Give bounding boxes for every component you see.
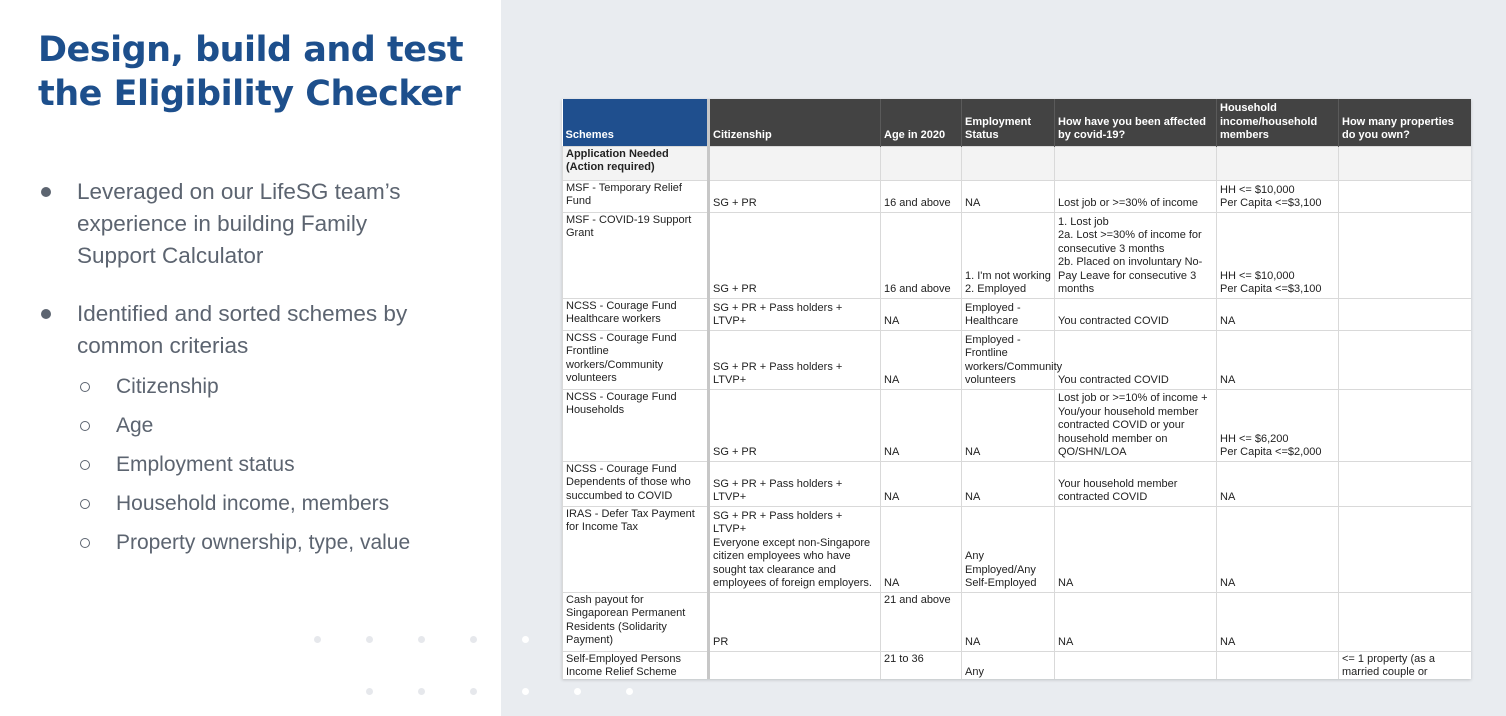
cell-age: NA (881, 506, 962, 592)
table-header-row (563, 99, 1472, 146)
sub-bullet-item (78, 528, 410, 567)
cell-age: NA (881, 330, 962, 389)
cell-properties (1339, 389, 1472, 461)
table-cell (962, 146, 1055, 180)
sub-bullet-item (78, 489, 410, 528)
cell-scheme: MSF - COVID-19 Support Grant (563, 212, 709, 298)
circle-bullet-icon (80, 421, 90, 431)
table-cell (881, 146, 962, 180)
table-row (563, 330, 1472, 389)
cell-employment: NA (962, 389, 1055, 461)
cell-employment: Employed - Healthcare (962, 298, 1055, 330)
cell-scheme: NCSS - Courage Fund Frontline workers/Community volunteers (563, 330, 709, 389)
cell-covid-impact: 1. Lost job 2a. Lost >=30% of income for consecutive 3 months 2b. Placed on involuntary No-Pay Leave for consecutive 3 months (1055, 212, 1217, 298)
header-age: Age in 2020 (881, 99, 962, 146)
cell-employment: NA (962, 461, 1055, 506)
table-cell (1339, 146, 1472, 180)
cell-scheme: NCSS - Courage Fund Households (563, 389, 709, 461)
table-row (563, 461, 1472, 506)
bullet-item (38, 176, 438, 272)
sub-bullet-item (78, 372, 410, 411)
cell-scheme: NCSS - Courage Fund Dependents of those who succumbed to COVID (563, 461, 709, 506)
cell-citizenship: SG + PR + Pass holders + LTVP+ (709, 330, 881, 389)
table-row (563, 592, 1472, 651)
cell-citizenship: SG + PR + Pass holders + LTVP+ (709, 298, 881, 330)
bullet-dot-icon (41, 187, 51, 197)
sub-bullet-text: Household income, members (116, 492, 390, 515)
cell-scheme: Self-Employed Persons Income Relief Scheme (563, 651, 709, 679)
bullet-text: Leveraged on our LifeSG team’s experience in building Family Support Calculator (77, 179, 401, 268)
cell-citizenship: PR (709, 592, 881, 651)
cell-scheme: Cash payout for Singaporean Permanent Residents (Solidarity Payment) (563, 592, 709, 651)
cell-employment: Any Employed/Any Self-Employed (962, 506, 1055, 592)
title-line-2: the Eligibility Checker (38, 74, 461, 114)
cell-covid-impact: Your household member contracted COVID (1055, 461, 1217, 506)
cell-citizenship: SG + PR + Pass holders + LTVP+ (709, 461, 881, 506)
cell-employment: NA (962, 180, 1055, 212)
circle-bullet-icon (80, 499, 90, 509)
sub-bullet-text: Property ownership, type, value (116, 531, 411, 554)
cell-covid-impact: NA (1055, 592, 1217, 651)
bullet-dot-icon (41, 309, 51, 319)
table-cell (1217, 146, 1339, 180)
cell-covid-impact: Lost job or >=30% of income (1055, 180, 1217, 212)
header-employment-status: Employment Status (962, 99, 1055, 146)
cell-household-income: NA (1217, 461, 1339, 506)
cell-covid-impact: NA (1055, 506, 1217, 592)
header-covid-impact: How have you been affected by covid-19? (1055, 99, 1217, 146)
cell-properties (1339, 506, 1472, 592)
cell-household-income: NA (1217, 330, 1339, 389)
cell-citizenship: SG + PR (709, 212, 881, 298)
cell-employment: Employed - Frontline workers/Community volunteers (962, 330, 1055, 389)
eligibility-spreadsheet (562, 99, 1471, 679)
cell-properties (1339, 298, 1472, 330)
cell-household-income: NA (1217, 592, 1339, 651)
cell-household-income: NA (1217, 506, 1339, 592)
section-row (563, 146, 1472, 180)
table-cell (709, 146, 881, 180)
cell-citizenship: SG + PR (709, 389, 881, 461)
sub-bullet-item (78, 411, 410, 450)
cell-age: 16 and above (881, 212, 962, 298)
header-household-income: Household income/household members (1217, 99, 1339, 146)
cell-household-income: NA (1217, 298, 1339, 330)
cell-properties: <= 1 property (as a married couple or (1339, 651, 1472, 679)
sub-bullet-text: Citizenship (116, 375, 219, 398)
slide-title (38, 28, 478, 116)
circle-bullet-icon (80, 538, 90, 548)
title-line-1: Design, build and test (38, 30, 464, 70)
sub-bullet-list (78, 372, 410, 567)
bullet-item (38, 298, 428, 362)
cell-covid-impact: You contracted COVID (1055, 330, 1217, 389)
eligibility-table (562, 99, 1471, 679)
cell-covid-impact: Lost job or >=10% of income + You/your household member contracted COVID or your household member on QO/SHN/LOA (1055, 389, 1217, 461)
bullet-list (38, 176, 488, 388)
cell-properties (1339, 212, 1472, 298)
table-row (563, 180, 1472, 212)
cell-household-income: HH <= $10,000 Per Capita <=$3,100 (1217, 212, 1339, 298)
header-properties: How many properties do you own? (1339, 99, 1472, 146)
cell-covid-impact: You contracted COVID (1055, 298, 1217, 330)
cell-scheme: IRAS - Defer Tax Payment for Income Tax (563, 506, 709, 592)
cell-age: 21 and above (881, 592, 962, 651)
cell-scheme: MSF - Temporary Relief Fund (563, 180, 709, 212)
cell-employment: 1. I'm not working 2. Employed (962, 212, 1055, 298)
cell-household-income: HH <= $10,000 Per Capita <=$3,100 (1217, 180, 1339, 212)
header-citizenship: Citizenship (709, 99, 881, 146)
cell-properties (1339, 330, 1472, 389)
cell-employment: NA (962, 592, 1055, 651)
bullet-text: Identified and sorted schemes by common criterias (77, 301, 408, 358)
table-cell (1055, 146, 1217, 180)
section-label: Application Needed (Action required) (563, 146, 709, 180)
header-schemes: Schemes (563, 99, 709, 146)
cell-citizenship (709, 651, 881, 679)
table-row (563, 298, 1472, 330)
table-row (563, 212, 1472, 298)
cell-age: NA (881, 298, 962, 330)
cell-household-income: HH <= $6,200 Per Capita <=$2,000 (1217, 389, 1339, 461)
cell-properties (1339, 592, 1472, 651)
circle-bullet-icon (80, 460, 90, 470)
cell-age: 21 to 36 (881, 651, 962, 679)
circle-bullet-icon (80, 382, 90, 392)
cell-citizenship: SG + PR (709, 180, 881, 212)
table-row (563, 506, 1472, 592)
cell-citizenship: SG + PR + Pass holders + LTVP+ Everyone except non-Singapore citizen employees who have sought tax clearance and employees of foreign employers. (709, 506, 881, 592)
cell-covid-impact (1055, 651, 1217, 679)
cell-age: NA (881, 389, 962, 461)
cell-age: NA (881, 461, 962, 506)
cell-employment: Any (962, 651, 1055, 679)
cell-properties (1339, 461, 1472, 506)
cell-age: 16 and above (881, 180, 962, 212)
cell-household-income (1217, 651, 1339, 679)
table-row (563, 651, 1472, 679)
sub-bullet-text: Employment status (116, 453, 295, 476)
sub-bullet-text: Age (116, 414, 154, 437)
cell-properties (1339, 180, 1472, 212)
table-row (563, 389, 1472, 461)
sub-bullet-item (78, 450, 410, 489)
cell-scheme: NCSS - Courage Fund Healthcare workers (563, 298, 709, 330)
